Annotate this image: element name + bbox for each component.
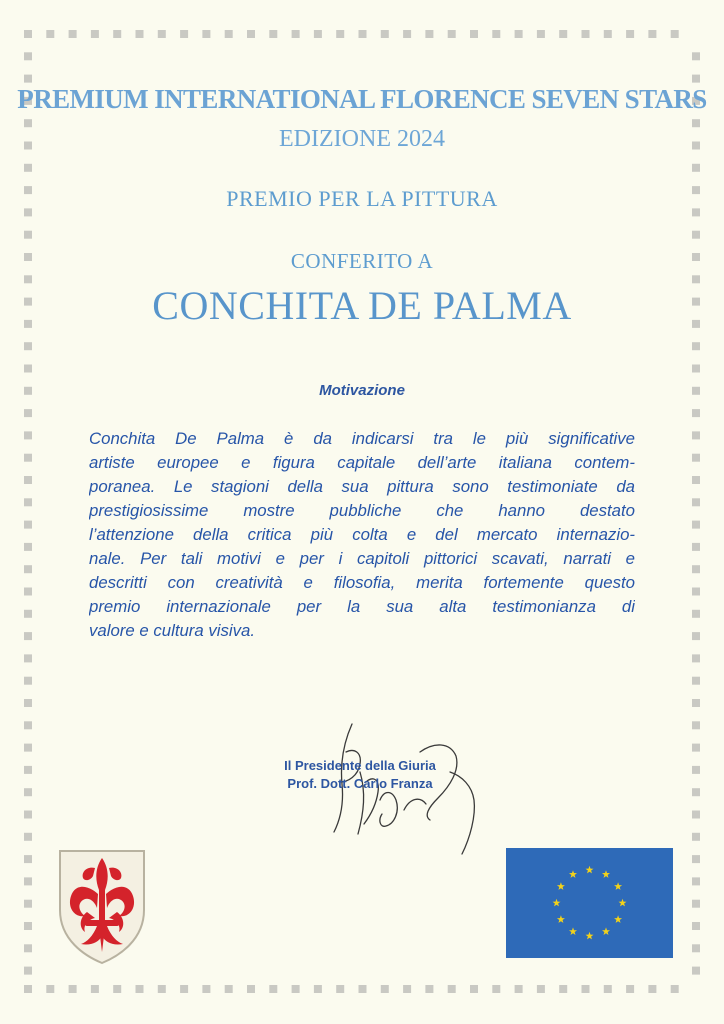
border-square <box>582 30 590 38</box>
motivation-line: l’attenzione della critica più colta e del mercato internazio- <box>89 525 635 544</box>
border-square <box>515 30 523 38</box>
border-square <box>69 985 77 993</box>
border-square <box>425 985 433 993</box>
border-square <box>24 900 32 908</box>
border-square <box>24 677 32 685</box>
border-square <box>24 521 32 529</box>
border-square <box>24 833 32 841</box>
border-square <box>692 409 700 417</box>
border-square <box>247 985 255 993</box>
jury-president-name: Prof. Dott. Carlo Franza <box>287 776 433 791</box>
border-square <box>24 409 32 417</box>
border-square <box>202 30 210 38</box>
eu-star-icon <box>569 927 577 935</box>
border-square <box>91 30 99 38</box>
eu-star-icon <box>569 870 577 878</box>
border-square <box>692 877 700 885</box>
border-square <box>648 985 656 993</box>
border-square <box>692 588 700 596</box>
border-square <box>314 985 322 993</box>
border-square <box>492 30 500 38</box>
border-square <box>692 677 700 685</box>
border-square <box>692 543 700 551</box>
border-square <box>202 985 210 993</box>
eu-star-icon <box>614 915 622 923</box>
border-square <box>537 30 545 38</box>
border-square <box>113 985 121 993</box>
border-square <box>24 231 32 239</box>
border-square <box>24 985 32 993</box>
border-square <box>425 30 433 38</box>
border-square <box>692 610 700 618</box>
motivation-line: nale. Per tali motivi e per i capitoli pittorici scavati, narrati e <box>89 549 635 568</box>
border-square <box>24 431 32 439</box>
border-square <box>403 985 411 993</box>
border-square <box>559 30 567 38</box>
border-square <box>292 985 300 993</box>
motivation-heading: Motivazione <box>319 382 405 399</box>
border-square <box>46 30 54 38</box>
border-square <box>24 342 32 350</box>
border-square <box>24 855 32 863</box>
border-square <box>692 75 700 83</box>
border-square <box>692 632 700 640</box>
border-square <box>381 985 389 993</box>
motivation-line: artiste europee e figura capitale dell’arte italiana contem- <box>89 453 635 472</box>
border-square <box>180 985 188 993</box>
border-square <box>604 30 612 38</box>
border-square <box>692 498 700 506</box>
border-square <box>692 164 700 172</box>
border-square <box>158 985 166 993</box>
border-square <box>24 75 32 83</box>
border-square <box>136 985 144 993</box>
border-square <box>136 30 144 38</box>
border-square <box>24 543 32 551</box>
border-square <box>292 30 300 38</box>
border-square <box>692 521 700 529</box>
border-square <box>604 985 612 993</box>
border-square <box>225 985 233 993</box>
border-square <box>24 30 32 38</box>
border-square <box>24 588 32 596</box>
eu-star-icon <box>619 899 627 907</box>
florence-lily-crest-icon <box>57 848 147 966</box>
border-square <box>470 985 478 993</box>
border-square <box>24 52 32 60</box>
border-square <box>692 900 700 908</box>
border-square <box>24 610 32 618</box>
border-square <box>24 967 32 975</box>
motivation-line: poranea. Le stagioni della sua pittura sono testimoniate da <box>89 477 635 496</box>
border-square <box>180 30 188 38</box>
eu-star-icon <box>586 932 594 940</box>
border-square <box>359 30 367 38</box>
border-square <box>692 52 700 60</box>
border-square <box>692 944 700 952</box>
border-square <box>559 985 567 993</box>
border-square <box>671 985 679 993</box>
border-square <box>24 365 32 373</box>
border-square <box>24 721 32 729</box>
border-square <box>158 30 166 38</box>
border-square <box>692 833 700 841</box>
motivation-line: descritti con creatività e filosofia, merita fortemente questo <box>89 573 635 592</box>
border-square <box>692 699 700 707</box>
border-square <box>247 30 255 38</box>
border-square <box>336 30 344 38</box>
border-square <box>24 498 32 506</box>
eu-star-icon <box>557 882 565 890</box>
border-square <box>692 231 700 239</box>
border-square <box>515 985 523 993</box>
award-category: PREMIO PER LA PITTURA <box>226 186 498 211</box>
border-square <box>692 855 700 863</box>
border-square <box>448 30 456 38</box>
border-square <box>24 565 32 573</box>
edition-label: EDIZIONE 2024 <box>279 126 445 152</box>
border-square <box>24 744 32 752</box>
border-square <box>692 744 700 752</box>
border-square <box>24 164 32 172</box>
border-square <box>648 30 656 38</box>
certificate-title: PREMIUM INTERNATIONAL FLORENCE SEVEN STARS <box>17 84 707 114</box>
border-square <box>24 922 32 930</box>
border-square <box>24 632 32 640</box>
border-square <box>626 30 634 38</box>
eu-star-icon <box>553 899 561 907</box>
border-square <box>269 30 277 38</box>
border-square <box>692 967 700 975</box>
eu-star-icon <box>602 927 610 935</box>
border-square <box>24 454 32 462</box>
border-square <box>381 30 389 38</box>
eu-star-icon <box>557 915 565 923</box>
conferred-to-label: CONFERITO A <box>290 249 434 273</box>
eu-flag-icon <box>506 848 673 958</box>
border-square <box>225 30 233 38</box>
eu-star-icon <box>614 882 622 890</box>
border-square <box>24 877 32 885</box>
recipient-name: CONCHITA DE PALMA <box>152 283 572 328</box>
border-square <box>403 30 411 38</box>
border-square <box>692 654 700 662</box>
border-square <box>492 985 500 993</box>
border-square <box>24 476 32 484</box>
border-square <box>336 985 344 993</box>
border-square <box>582 985 590 993</box>
motivation-line: valore e cultura visiva. <box>89 621 256 640</box>
border-square <box>692 476 700 484</box>
border-square <box>359 985 367 993</box>
border-square <box>314 30 322 38</box>
border-square <box>692 365 700 373</box>
jury-president-title: Il Presidente della Giuria <box>284 758 436 773</box>
motivation-line: Conchita De Palma è da indicarsi tra le più significative <box>89 429 635 448</box>
motivation-line: prestigiosissime mostre pubbliche che hanno destato <box>89 501 635 520</box>
eu-stars-circle <box>506 848 673 958</box>
border-square <box>24 811 32 819</box>
border-square <box>24 654 32 662</box>
border-square <box>692 454 700 462</box>
border-square <box>692 721 700 729</box>
border-square <box>692 342 700 350</box>
eu-star-icon <box>586 866 594 874</box>
border-square <box>692 811 700 819</box>
border-square <box>692 565 700 573</box>
eu-star-icon <box>602 870 610 878</box>
border-square <box>537 985 545 993</box>
border-square <box>692 922 700 930</box>
border-square <box>470 30 478 38</box>
border-square <box>269 985 277 993</box>
border-square <box>69 30 77 38</box>
border-square <box>91 985 99 993</box>
border-square <box>692 431 700 439</box>
motivation-line: premio internazionale per la sua alta testimonianza di <box>89 597 635 616</box>
border-square <box>671 30 679 38</box>
border-square <box>24 699 32 707</box>
border-square <box>626 985 634 993</box>
border-square <box>113 30 121 38</box>
border-square <box>46 985 54 993</box>
border-square <box>448 985 456 993</box>
border-square <box>24 944 32 952</box>
